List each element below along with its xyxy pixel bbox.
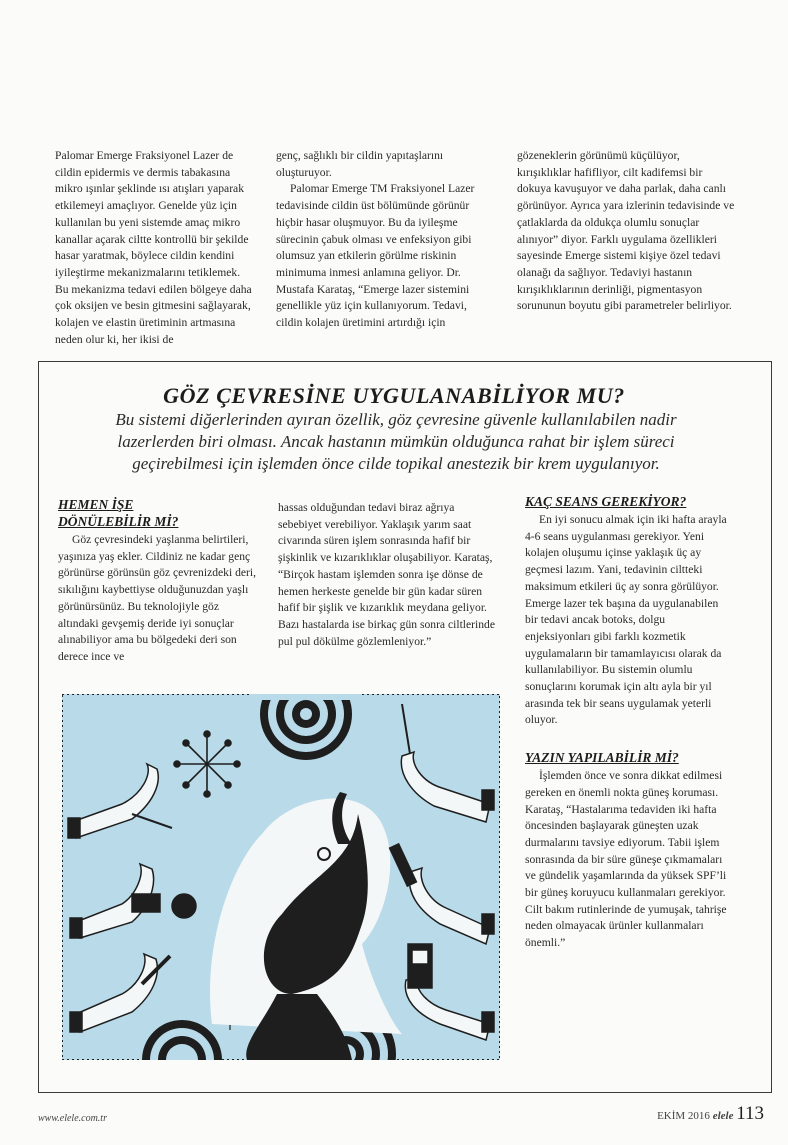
website-url: www.elele.com.tr (38, 1113, 107, 1124)
paragraph: İşlemden önce ve sonra dikkat edilmesi gereken en önemli nokta güneş koruması. Karataş, “Hastalarıma tedaviden iki hafta öncesinden başlayarak güneşten uzak durmalarını tavsiye ediyorum. Tabii işlem sonrasında da bir süre güneşe çıkmamaları ve gündelik yaşamlarında da yüksek SPF’li bir güneş koruyucu kullanmaları gerekiyor. Cilt bakım rutinlerinde de yumuşak, tahrişe neden olmayacak ürünler kullanmaları önemli.” (525, 769, 727, 950)
paragraph: En iyi sonucu almak için iki hafta arayla 4-6 seans uygulanması gerekiyor. Yeni kolajen oluşumu içinse yaklaşık üç ay geçmesi lazım. Yani, tedavinin ciltteki maksimum etkileri üç ay sonra görülüyor. Emerge lazer tek başına da uygulanabilen bir tedavi ancak botoks, dolgu enjeksiyonları gibi farklı kozmetik uygulamaların bir tamamlayıcısı olarak da kullanılabiliyor. Bu sistemin olumlu sonuçlarını korumak için altı ayla bir yıl arasında tek bir seans uygulamak yeterli oluyor. (525, 513, 727, 727)
paragraph: hassas olduğundan tedavi biraz ağrıya sebebiyet verebiliyor. Yaklaşık yarım saat civarında süren işlem sonrasında hafif bir şişkinlik ve kızarıklıklar oluşabiliyor. Karataş, “Birçok hastam işlemden sonra işe dönse de hemen herkeste genelde bir gün kadar süren hafif bir şişlik ve kızarıklık meydana geliyor. Bazı hastalarda ise birkaç gün sonra ciltlerinde pul pul dökülme gözlemleniyor.” (278, 501, 495, 648)
box-lead: Bu sistemi diğerlerinden ayıran özellik, göz çevresine güvenle kullanılabilen nadir lazerlerden biri olması. Ancak hastanın mümkün olduğunca rahat bir işlem süreci geçirebilmesi için işlemden önce cilde topikal anestezik bir krem uygulanıyor. (115, 410, 677, 473)
article-column-1 (55, 148, 255, 348)
magazine-brand: elele (712, 1110, 734, 1122)
paragraph: Palomar Emerge Fraksiyonel Lazer de cildin epidermis ve dermis tabakasına mikro ışınlar şeklinde ısı atışları yaparak etkilemeyi amaçlıyor. Genelde yüz için kullanılan bu yeni sistemde amaç mikro kanallar açarak ciltte kontrollü bir şekilde hasar yaratmak, böylece cildin kendini iyileştirme mekanizmalarını tetiklemek. Bu mekanizma tedavi edilen bölgeye daha çok oksijen ve besin gitmesini sağlayarak, kolajen ve elastin üretiminin artmasına neden olur ki, her ikisi de (55, 149, 252, 346)
section-heading: YAZIN YAPILABİLİR Mİ? (525, 750, 679, 766)
article-column-2 (276, 148, 486, 332)
paragraph: Göz çevresindeki yaşlanma belirtileri, yaşınıza yaş ekler. Cildiniz ne kadar genç görünürse görünsün göz çevrenizdeki deri, sıkılığını kaybettiyse olduğunuzdan yaşlı görünürsünüz. Bu teknolojiyle göz altındaki gevşemiş deride iyi sonuçlar alınabiliyor ama bu bölgedeki deri son derece ince ve (58, 533, 256, 663)
issue-date: EKİM 2016 (657, 1110, 710, 1122)
beauty-illustration (62, 694, 500, 1060)
page-number: 113 (736, 1103, 764, 1124)
box-title: GÖZ ÇEVRESİNE UYGULANABİLİYOR MU? (163, 383, 625, 408)
box-column-3 (525, 493, 730, 952)
paragraph: gözeneklerin görünümü küçülüyor, kırışıklıklar hafifliyor, cilt kadifemsi bir dokuya kavuşuyor ve daha parlak, daha canlı görünüyor. Ayrıca yara izlerinin tedavisinde ve çatlaklarda da oldukça olumlu sonuçlar alınıyor” diyor. Farklı uygulama özellikleri sayesinde Emerge sistemi kişiye özel tedavi olanağı da sağlıyor. Tedaviyi hastanın kırışıklıklarının derinliği, pigmentasyon sorununun boyutu gibi parametreler belirliyor. (517, 149, 735, 313)
page-footer (657, 1103, 764, 1125)
paragraph: Palomar Emerge TM Fraksiyonel Lazer tedavisinde cildin üst bölümünde görünür hiçbir hasar oluşmuyor. Bu da iyileşme sürecinin çabuk olması ve enfeksiyon gibi olumsuz yan etkilerin görülme riskinin minimuma inmesi anlamına geliyor. Dr. Mustafa Karataş, “Emerge lazer sistemini genellikle yüz için kullanıyorum. Tedavi, cildin kolajen üretimini artırdığı için (276, 182, 475, 330)
box-column-2 (278, 500, 496, 650)
starburst-icon (174, 731, 240, 797)
section-heading: HEMEN İŞE DÖNÜLEBİLİR Mİ? (58, 497, 179, 529)
section-heading: KAÇ SEANS GEREKİYOR? (525, 494, 687, 509)
paragraph: genç, sağlıklı bir cildin yapıtaşlarını oluşturuyor. (276, 149, 444, 179)
box-column-1 (58, 496, 258, 666)
article-column-3 (517, 148, 735, 315)
